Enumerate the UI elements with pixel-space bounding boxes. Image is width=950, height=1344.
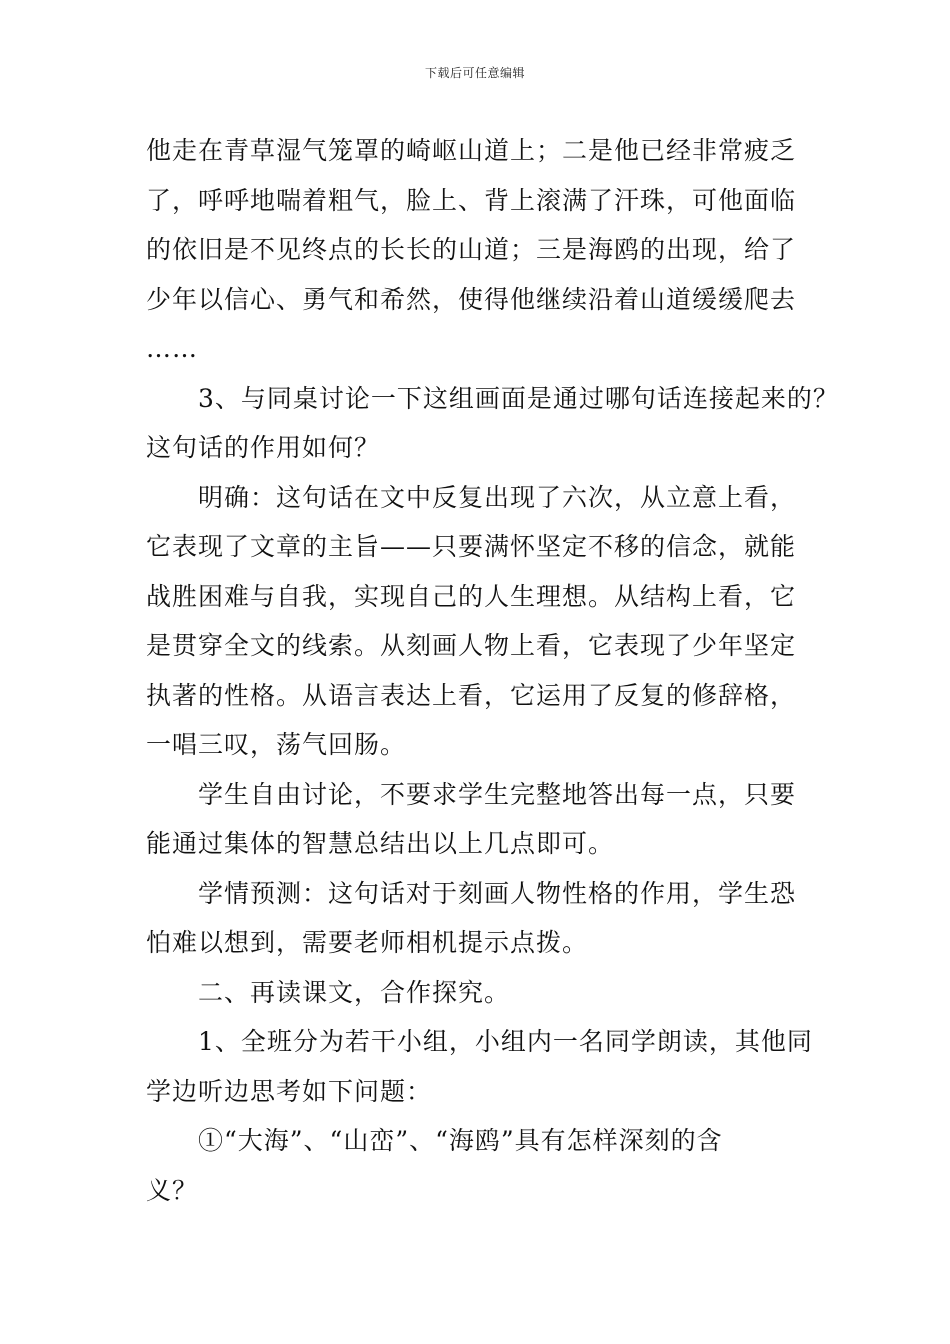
text-line: 学生自由讨论，不要求学生完整地答出每一点，只要 [198, 779, 797, 809]
text-line: 学边听边思考如下问题： [146, 1076, 433, 1106]
text-line: 怕难以想到，需要老师相机提示点拨。 [146, 928, 589, 957]
text-line: 了，呼呼地喘着粗气，脸上、背上滚满了汗珠，可他面临 [146, 185, 797, 215]
text-line: 学情预测：这句话对于刻画人物性格的作用，学生恐 [198, 878, 797, 908]
text-line: 的依旧是不见终点的长长的山道；三是海鸥的出现，给了 [146, 235, 797, 264]
text-line: 少年以信心、勇气和希然，使得他继续沿着山道缓缓爬去 [146, 284, 797, 314]
text-line: 它表现了文章的主旨——只要满怀坚定不移的信念，就能 [146, 532, 797, 561]
paragraph-continuation [146, 126, 810, 374]
text-line: 战胜困难与自我，实现自己的人生理想。从结构上看，它 [146, 581, 797, 611]
paragraph-question-3 [146, 374, 839, 473]
text-line: 他走在青草湿气笼罩的崎岖山道上；二是他已经非常疲乏 [146, 136, 797, 165]
paragraph-discussion [146, 770, 810, 869]
text-line: 能通过集体的智慧总结出以上几点即可。 [146, 829, 615, 858]
text-line: 1、全班分为若干小组，小组内一名同学朗读，其他同 [198, 1027, 813, 1056]
text-line: 义？ [146, 1175, 199, 1205]
paragraph-question-circled-1 [146, 1116, 810, 1215]
paragraph-prediction [146, 869, 810, 968]
text-line: 执著的性格。从语言表达上看，它运用了反复的修辞格， [146, 680, 797, 710]
text-line: 3、与同桌讨论一下这组画面是通过哪句话连接起来的？ [198, 383, 839, 413]
text-line: 一唱三叹，荡气回肠。 [146, 730, 407, 759]
paragraph-task-1 [146, 1017, 813, 1116]
page-header-note: 下载后可任意编辑 [424, 66, 525, 80]
section-heading [146, 968, 810, 1018]
document-body [146, 126, 839, 1215]
text-line: 明确：这句话在文中反复出现了六次，从立意上看， [198, 482, 797, 512]
paragraph-answer [146, 473, 810, 770]
text-line: 二、再读课文，合作探究。 [198, 977, 511, 1007]
text-line: …… [146, 334, 198, 363]
text-line: ①“大海”、“山峦”、“海鸥”具有怎样深刻的含 [198, 1126, 723, 1155]
text-line: 这句话的作用如何？ [146, 433, 381, 462]
text-line: 是贯穿全文的线索。从刻画人物上看，它表现了少年坚定 [146, 631, 797, 660]
